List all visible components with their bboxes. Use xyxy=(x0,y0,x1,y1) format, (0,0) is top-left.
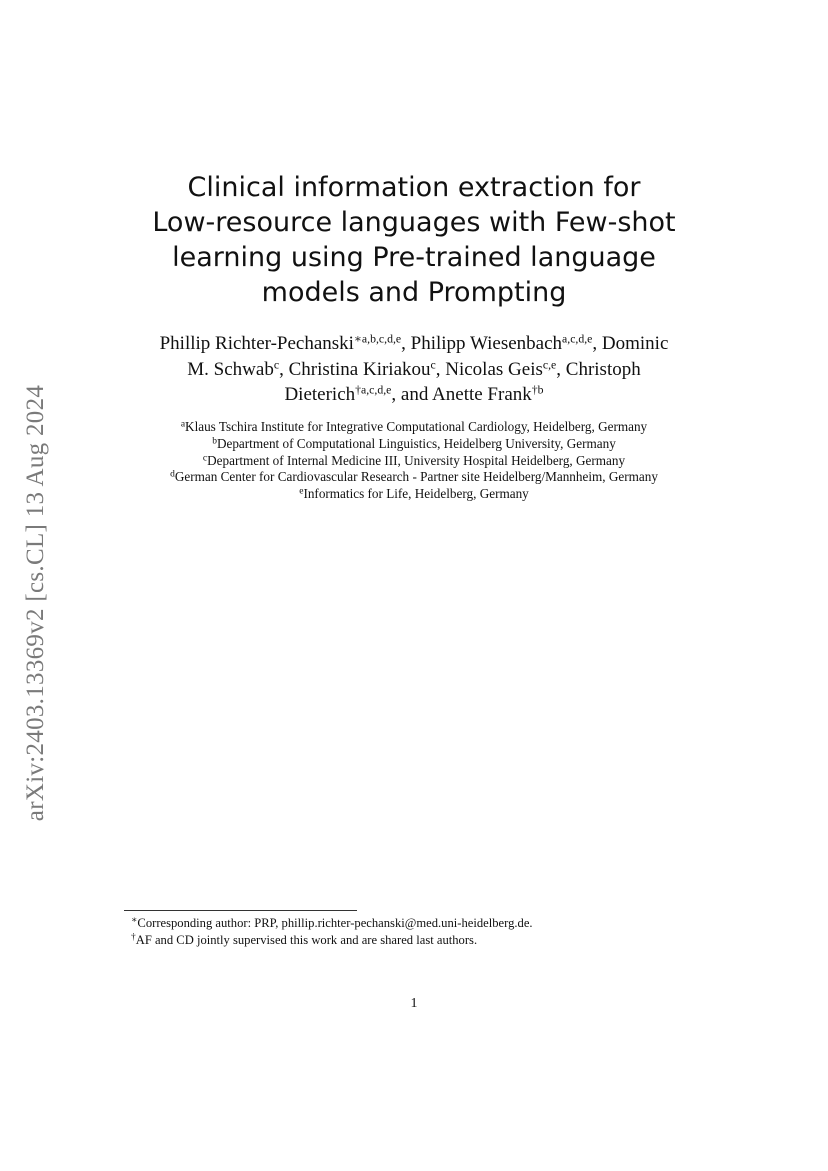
affiliation-text: Informatics for Life, Heidelberg, Germany xyxy=(303,486,529,502)
author-line xyxy=(110,382,718,408)
affiliation-mark: e xyxy=(299,486,304,497)
footnote-text: AF and CD jointly supervised this work and are shared last authors. xyxy=(135,932,478,947)
arxiv-identifier[interactable]: arXiv:2403.13369v2 [cs.CL] 13 Aug 2024 xyxy=(22,384,49,822)
author-name: , and Anette Frank xyxy=(391,384,532,405)
title-line: Clinical information extraction for xyxy=(187,172,641,203)
author-list xyxy=(110,331,718,408)
author-name: , Christina Kiriakou xyxy=(279,358,431,380)
affiliation-text: Department of Computational Linguistics, Heidelberg University, Germany xyxy=(216,435,616,451)
author-name: , Nicolas Geis xyxy=(435,358,543,380)
affiliation-text: Klaus Tschira Institute for Integrative Computational Cardiology, Heidelberg, Germany xyxy=(185,419,648,434)
footnote xyxy=(131,915,711,932)
affiliation-mark: b xyxy=(212,436,217,447)
author-marks: c xyxy=(430,358,436,372)
footnote xyxy=(131,932,711,949)
footnote-text: Corresponding author: PRP, phillip.richter-pechanski@med.uni-heidelberg.de. xyxy=(137,916,533,930)
author-name: , Dominic xyxy=(592,333,669,354)
author-marks: c,e xyxy=(542,358,557,372)
affiliation-mark: a xyxy=(180,419,186,430)
affiliation xyxy=(100,436,728,453)
affiliation xyxy=(100,419,728,436)
affiliation-mark: d xyxy=(170,469,175,480)
author-marks: ∗a,b,c,d,e xyxy=(353,332,402,346)
affiliation xyxy=(100,486,728,503)
page-number: 1 xyxy=(410,996,418,1011)
footnote-mark: ∗ xyxy=(131,915,138,926)
title-line: models and Prompting xyxy=(261,277,567,308)
affiliation-text: German Center for Cardiovascular Research - Partner site Heidelberg/Mannheim, Germany xyxy=(174,469,658,485)
footnote-mark: † xyxy=(131,931,136,942)
author-line xyxy=(110,331,718,357)
title-line: learning using Pre-trained language xyxy=(172,242,656,273)
footnote-divider xyxy=(124,910,357,911)
author-line xyxy=(110,357,718,383)
author-marks: †b xyxy=(531,383,544,397)
affiliation-list xyxy=(100,419,728,503)
affiliation xyxy=(100,469,728,486)
author-marks: †a,c,d,e xyxy=(355,383,392,397)
author-name: M. Schwab xyxy=(187,358,274,380)
affiliation-text: Department of Internal Medicine III, University Hospital Heidelberg, Germany xyxy=(207,452,626,468)
footnote-list xyxy=(131,915,711,948)
title-line: Low-resource languages with Few-shot xyxy=(152,207,676,238)
author-marks: a,c,d,e xyxy=(562,332,593,346)
author-name: , Philipp Wiesenbach xyxy=(401,333,563,354)
affiliation-mark: c xyxy=(202,452,208,463)
author-name: Phillip Richter-Pechanski xyxy=(159,333,354,354)
author-name: Dieterich xyxy=(284,384,356,405)
author-marks: c xyxy=(273,358,280,372)
author-name: , Christoph xyxy=(556,358,641,380)
paper-title xyxy=(120,170,708,310)
affiliation xyxy=(100,453,728,470)
